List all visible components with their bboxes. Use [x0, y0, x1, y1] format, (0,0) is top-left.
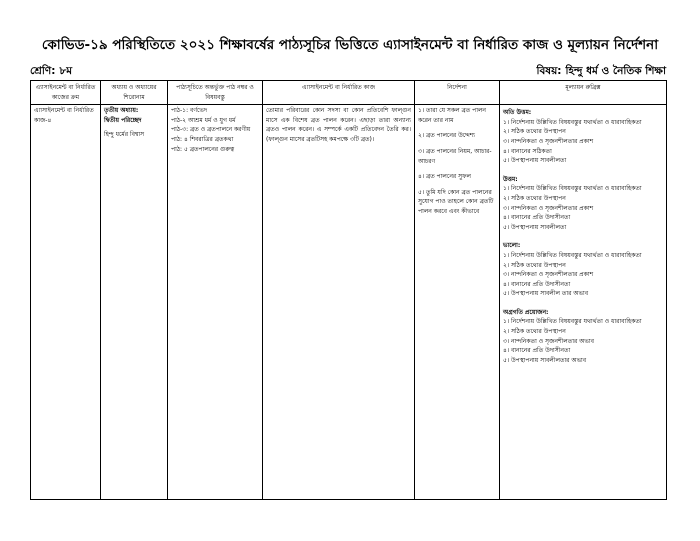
header-rubrics: মূল্যায়ন রুব্রিক্স — [500, 81, 667, 105]
header-chapter: অধ্যায় ও অধ্যায়ের শিরোনাম — [101, 81, 168, 105]
assignment-order: এ্যাসাইনমেন্ট বা নির্ধারিত কাজ-৪ — [34, 107, 94, 124]
rubric-item: ৩। নান্দনিকতা ও সৃজনশীলতার অভাব — [503, 337, 594, 345]
header-lessons: পাঠ্যসূচিতে অন্তর্ভুক্ত পাঠ নম্বর ও বিষয়বস্তু — [168, 81, 263, 105]
lesson-item: পাঠ: ৫ ব্রতপালনের গুরুত্ব — [171, 145, 235, 153]
header-instructions: নির্দেশনা — [415, 81, 500, 105]
rubric-item: ৪। বানানের প্রতি উদাসীনতা — [503, 347, 571, 355]
rubric-group-excellent — [503, 108, 663, 166]
subject-value: হিন্দু ধর্ম ও নৈতিক শিক্ষা — [565, 65, 666, 77]
table-row — [31, 105, 667, 500]
rubric-item: ৪। বানানের সঠিকতা — [503, 147, 552, 155]
rubric-item: ৩। নান্দনিকতা ও সৃজনশীলতার প্রকাশ — [503, 204, 594, 212]
instruction-item: ৫। তুমি যদি কোন ব্রত পালনের সুযোগ পাও তাহলে কোন ব্রতটি পালন করবে এবং কীভাবে — [418, 188, 494, 215]
rubric-group-good — [503, 241, 663, 299]
rubric-item: ৩। নান্দনিকতা ও সৃজনশীলতার প্রকাশ — [503, 271, 594, 279]
class-value: ৮ম — [59, 65, 73, 77]
rubric-item: ৫। উপস্থাপনায় সাবলীলতার অভাব — [503, 356, 587, 364]
rubric-group-very-good — [503, 175, 663, 233]
rubric-item: ২। সঠিক তথ্যের উপস্থাপন — [503, 328, 566, 336]
subject-label: বিষয়: — [536, 65, 562, 77]
rubric-item: ৪। বানানের প্রতি উদাসীনতা — [503, 280, 571, 288]
rubric-item: ১। নির্দেশনায় উল্লিখিত বিষয়বস্তুর যথার্থতা ও ধারাবাহিকতা — [503, 185, 642, 193]
rubric-item: ১। নির্দেশনায় উল্লিখিত বিষয়বস্তুর যথার্থতা ও ধারাবাহিকতা — [503, 251, 642, 259]
header-order: এ্যাসাইনমেন্ট বা নির্ধারিত কাজের ক্রম — [31, 81, 101, 105]
rubric-group-needs-improvement — [503, 308, 663, 366]
rubric-group-title: অতি উত্তম: — [503, 109, 532, 117]
rubric-item: ৫। উপস্থাপনায় সাবলীলতা — [503, 223, 567, 231]
rubric-item: ২। সঠিক তথ্যের উপস্থাপন — [503, 261, 566, 269]
assignment-text: তোমার পরিবারের কোন সদস্য বা কোন প্রতিবেশি ফাল্গুন মাসে এক বিশেষ ব্রত পালন করেন। এছাড়া তারা অন্যান্য ব্রতও পালন করেন। এ সম্পর্কে একটি প্রতিবেদন তৈরি কর। (ফাল্গুন মাসের ব্রতটিসহ কমপক্ষে ৩টি ব্রত)। — [266, 107, 411, 143]
chapter-line2: দ্বিতীয় পরিচ্ছেদ — [104, 116, 142, 124]
subject-info — [536, 64, 666, 81]
rubric-item: ৩। নান্দনিকতা ও সৃজনশীলতার প্রকাশ — [503, 137, 594, 145]
lesson-item: পাঠ-২ আশ্রম ধর্ম ও যুগ ধর্ম — [171, 116, 236, 124]
header-assignment: এ্যাসাইনমেন্ট বা নির্ধারিত কাজ — [263, 81, 415, 105]
lesson-item: পাঠ-৩: ব্রত ও ব্রতপালনে করণীয় — [171, 126, 251, 134]
rubric-group-title: ভালো: — [503, 242, 521, 250]
meta-row — [30, 64, 666, 81]
chapter-title: হিন্দু ধর্মের বিশ্বাস — [104, 131, 145, 139]
table-header-row — [31, 81, 667, 105]
cell-instructions — [415, 105, 500, 500]
cell-lessons — [168, 105, 263, 500]
lesson-item: পাঠ-১: বর্ণভেদ — [171, 107, 208, 115]
rubric-item: ১। নির্দেশনায় উল্লিখিত বিষয়বস্তুর যথার্থতা ও ধারাবাহিকতা — [503, 318, 642, 326]
rubric-item: ৪। বানানের প্রতি উদাসীনতা — [503, 214, 571, 222]
cell-chapter — [101, 105, 168, 500]
rubric-item: ২। সঠিক তথ্যের উপস্থাপন — [503, 194, 566, 202]
class-info — [30, 64, 72, 81]
instruction-item: ৩। ব্রত পালনের নিয়ম, আচার-আচরণ — [418, 147, 492, 165]
cell-order — [31, 105, 101, 500]
chapter-line1: তৃতীয় অধ্যায়: — [104, 107, 139, 115]
assignment-table — [30, 80, 667, 500]
rubric-item: ৫। উপস্থাপনায় সাবলীল তার অভাব — [503, 290, 589, 298]
rubric-group-title: উত্তম: — [503, 175, 518, 183]
rubric-item: ১। নির্দেশনায় উল্লিখিত বিষয়বস্তুর যথার্থতা ও ধারাবাহিকতা — [503, 118, 642, 126]
lesson-item: পাঠ: ৪ শিবরাত্রির ব্রতকথা — [171, 135, 234, 143]
instruction-item: ২। ব্রত পালনের উদ্দেশ্য — [418, 132, 475, 140]
instruction-item: ১। তারা যে সকল ব্রত পালন করেন তার নাম — [418, 107, 487, 124]
document-title: কোভিড-১৯ পরিস্থিতিতে ২০২১ শিক্ষাবর্ষের পাঠ্যসূচির ভিত্তিতে এ্যাসাইনমেন্ট বা নির্ধারিত কাজ ও মূল্যায়ন নির্দেশনা — [41, 37, 659, 53]
cell-assignment — [263, 105, 415, 500]
rubric-item: ৫। উপস্থাপনায় সাবলীলতা — [503, 157, 567, 165]
class-label: শ্রেণি: — [30, 65, 56, 77]
cell-rubrics — [500, 105, 667, 500]
instruction-item: ৪। ব্রত পালনের সুফল — [418, 173, 471, 181]
rubric-group-title: অগ্রগতি প্রয়োজন: — [503, 308, 549, 316]
rubric-item: ২। সঠিক তথ্যের উপস্থাপন — [503, 128, 566, 136]
